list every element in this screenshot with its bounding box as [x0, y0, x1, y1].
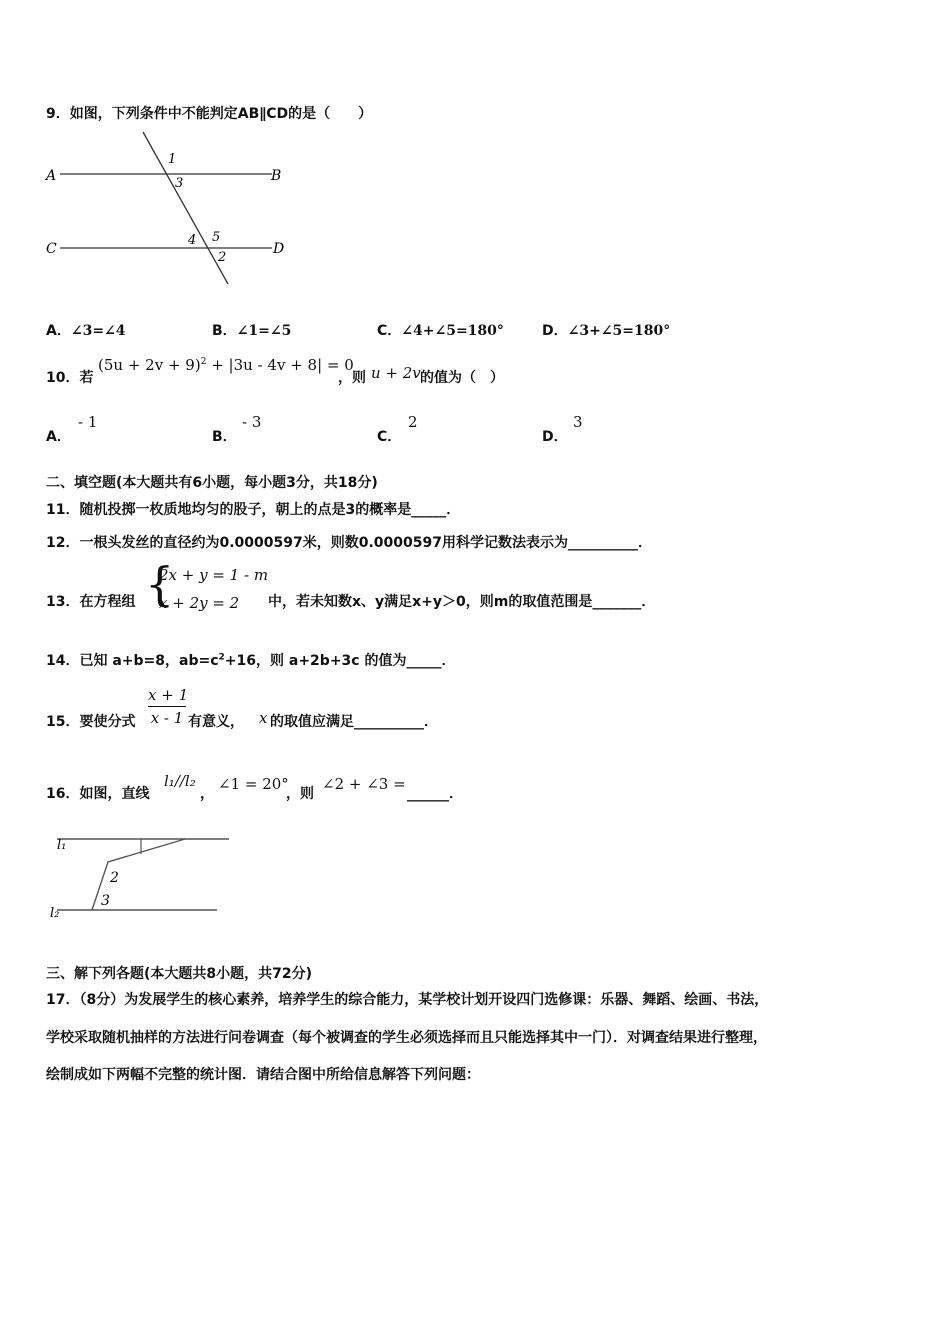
q9-option-a: A．∠3=∠4 [46, 323, 126, 339]
q17-line2: 学校采取随机抽样的方法进行问卷调查（每个被调查的学生必须选择而且只能选择其中一门）．对调查结果进行整理， [46, 1030, 767, 1046]
section-3-heading: 三、解下列各题(本大题共8小题，共72分) [46, 966, 313, 982]
q16-comma: ， [200, 786, 214, 802]
q16-angle: ∠1 = 20° [218, 775, 289, 793]
q10-option-d: D． [542, 429, 568, 445]
angle-2-label: 2 [110, 870, 119, 886]
q9-option-d: D．∠3+∠5=180° [542, 323, 671, 339]
q10-prefix: 10．若 [46, 370, 94, 386]
q9-stem: 9．如图，下列条件中不能判定AB∥CD的是（ ） [46, 106, 373, 122]
q10-option-c: C． [377, 429, 402, 445]
q9-option-c: C．∠4+∠5=180° [377, 323, 504, 339]
angle-1: 1 [168, 152, 177, 167]
q16-figure [45, 825, 240, 925]
angle-2: 2 [218, 250, 227, 265]
q16-mid: ，则 [286, 786, 314, 802]
q17-line3: 绘制成如下两幅不完整的统计图．请结合图中所给信息解答下列问题： [46, 1067, 480, 1083]
q9-figure [40, 130, 300, 290]
q10-mid: ，则 [338, 370, 366, 386]
q15-denominator: x - 1 [150, 709, 184, 727]
label-c: C [46, 241, 57, 257]
angle-4: 4 [188, 233, 197, 248]
q12: 12．一根头发丝的直径约为0.0000597米，则数0.0000597用科学记数法表示为__________． [46, 535, 652, 551]
q13-prefix: 13．在方程组 [46, 594, 136, 610]
q10-equation: $(5u + 2v + 9)^2 + |3u - 4v + 8| = 0$ [98, 356, 354, 374]
angle-3: 3 [175, 176, 184, 191]
q15-numerator: x + 1 [148, 686, 186, 707]
q10-option-a: A． [46, 429, 71, 445]
label-l1: l₁ [57, 838, 67, 853]
angle-5: 5 [212, 230, 221, 245]
label-a: A [46, 168, 57, 184]
q15-var: x [259, 709, 268, 727]
q10-expr: u + 2v [371, 364, 421, 382]
q10-option-d-value: 3 [573, 413, 583, 431]
q14: 14．已知 a+b=8，$ab=c^2+16$，则 a+2b+3c 的值为_____． [46, 652, 456, 669]
q10-suffix: 的值为（ ） [420, 370, 504, 386]
q16-expr: ∠2 + ∠3 = [322, 775, 406, 793]
q15-suffix: 的取值应满足__________． [270, 714, 438, 730]
q13-suffix: 中，若未知数x、y满足x+y＞0，则m的取值范围是_______． [268, 594, 656, 610]
q13-eq1: 2x + y = 1 - m [159, 566, 269, 584]
label-l2: l₂ [50, 906, 60, 921]
q16-parallel: l₁//l₂ [164, 772, 196, 790]
label-d: D [273, 241, 285, 257]
q16-prefix: 16．如图，直线 [46, 786, 150, 802]
q9-option-b: B．∠1=∠5 [212, 323, 292, 339]
transversal [143, 132, 228, 284]
q10-option-a-value: - 1 [78, 413, 98, 431]
q15-fraction [148, 686, 189, 727]
label-b: B [271, 168, 282, 184]
q15-mid: 有意义， [188, 714, 244, 730]
q17-line1: 17．（8分）为发展学生的核心素养，培养学生的综合能力，某学校计划开设四门选修课：乐器、舞蹈、绘画、书法， [46, 992, 769, 1008]
q10-option-c-value: 2 [408, 413, 418, 431]
angle-3-label: 3 [101, 893, 110, 909]
q11: 11．随机投掷一枚质地均匀的股子，朝上的点是3的概率是_____． [46, 502, 461, 518]
q15-prefix: 15．要使分式 [46, 714, 136, 730]
q13-brace: { [145, 557, 175, 611]
q10-option-b-value: - 3 [242, 413, 262, 431]
q10-option-b: B． [212, 429, 237, 445]
q13-eq2: x + 2y = 2 [159, 594, 240, 612]
section-2-heading: 二、填空题(本大题共有6小题，每小题3分，共18分) [46, 475, 378, 491]
q16-suffix: ______． [407, 786, 463, 802]
